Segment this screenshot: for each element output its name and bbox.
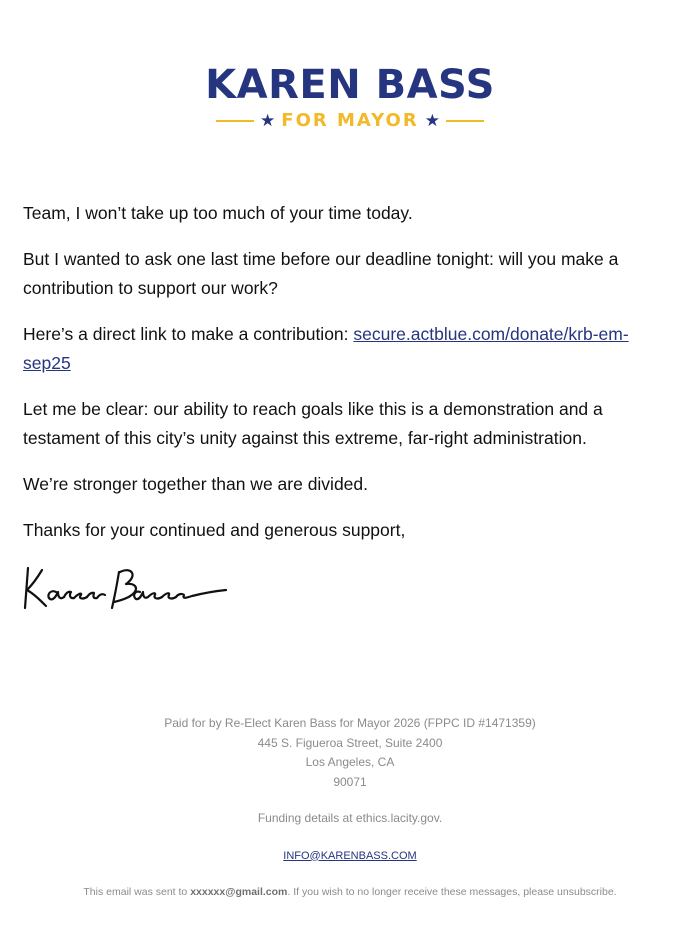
- logo-subtitle-row: [0, 110, 700, 131]
- email-footer: [0, 714, 700, 903]
- funding-details: Funding details at ethics.lacity.gov.: [257, 811, 443, 825]
- paragraph-ask: But I wanted to ask one last time before our deadline tonight: will you make a contribution to support our work?: [23, 249, 619, 298]
- email-body: [23, 199, 663, 562]
- logo-left-rule: [216, 120, 254, 122]
- contact-email-link[interactable]: INFO@KARENBASS.COM: [283, 849, 417, 862]
- sent-to-suffix: . If you wish to no longer receive these messages, please unsubscribe.: [287, 886, 617, 898]
- paragraph-stronger: We’re stronger together than we are divided.: [23, 474, 369, 494]
- paragraph-statement: Let me be clear: our ability to reach goals like this is a demonstration and a testament of this city’s unity against this extreme, far-right administration.: [23, 399, 603, 448]
- star-icon: ★: [260, 110, 276, 131]
- logo-subtitle: FOR MAYOR: [281, 110, 419, 131]
- star-icon: ★: [424, 110, 440, 131]
- address-line-1: 445 S. Figueroa Street, Suite 2400: [257, 735, 443, 750]
- paid-for-disclaimer: Paid for by Re-Elect Karen Bass for Mayor 2026 (FPPC ID #1471359): [164, 716, 536, 730]
- paragraph-greeting: Team, I won’t take up too much of your time today.: [23, 203, 413, 223]
- logo-right-rule: [446, 120, 484, 122]
- recipient-email: xxxxxx@gmail.com: [190, 886, 288, 898]
- logo-name: KAREN BASS: [205, 62, 495, 108]
- address-line-2: Los Angeles, CA: [305, 755, 395, 769]
- campaign-logo: [0, 62, 700, 131]
- paragraph-link: [23, 320, 663, 378]
- paragraph-thanks: Thanks for your continued and generous support,: [23, 520, 406, 540]
- unsubscribe-notice: [0, 883, 700, 903]
- signature-image: [22, 562, 227, 614]
- sent-to-prefix: This email was sent to: [83, 886, 191, 898]
- address-zip: 90071: [333, 774, 367, 789]
- link-intro: Here’s a direct link to make a contribution:: [23, 324, 354, 344]
- donate-link[interactable]: secure.actblue.com/donate/krb-em-sep25: [23, 324, 629, 373]
